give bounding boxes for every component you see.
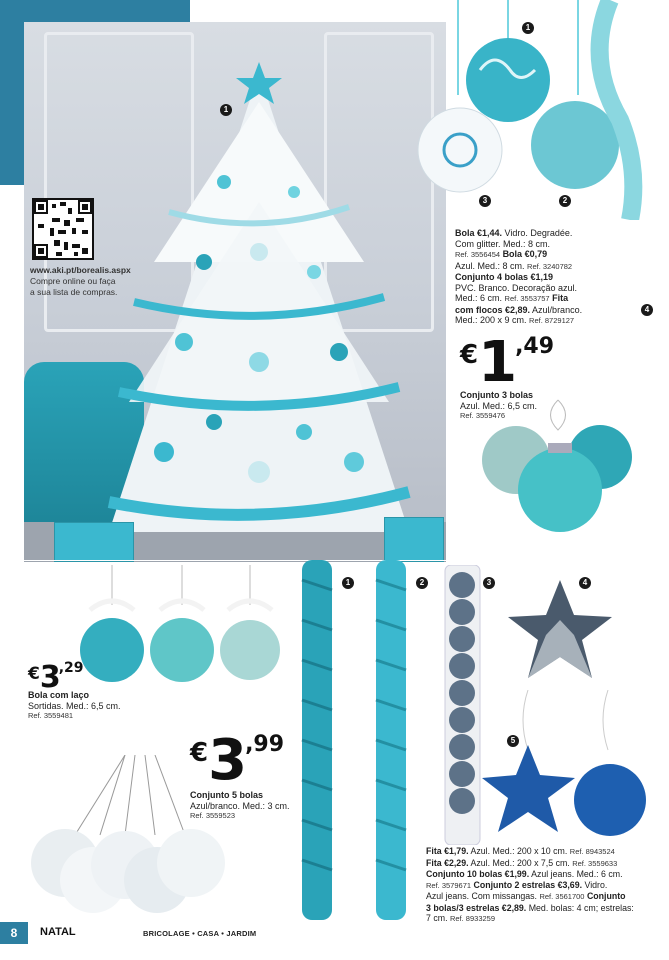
section2-text: Fita €1,79. Azul. Med.: 200 x 10 cm. Ref. 8943524 Fita €2,29. Azul. Med.: 200 x 7,5 cm. Ref. 3559633 Conjunto 10 bolas €1,99. Azul jeans. Med.: 6 cm. Ref. 3579671 Conjunto 2 estrelas €3,69. Vidro. Azul jeans. Com missangas. Ref. 3561700 Conjunto 3 bolas/3 estrelas €2,89. Med. bolas: 4 cm; estrelas: 7 cm. Ref. 8933259 [426, 846, 634, 923]
section1-text: Bola €1,44. Vidro. Degradée. Com glitter. Med.: 8 cm. Ref. 3556454 Bola €0,79 Azul. Med.: 8 cm. Ref. 3240782 Conjunto 4 bolas €1,19 PVC. Branco. Decoração azul. Med.: 6 cm. Ref. 3553757 Fita com flocos €2,89. Azul/branco. Med.: 200 x 9 cm. Ref. 8729127 [455, 228, 583, 325]
deal3-balls-image [25, 755, 235, 920]
qr-code[interactable] [32, 198, 94, 260]
badge-4: 4 [641, 304, 653, 316]
promo-text [30, 265, 160, 298]
deal1-balls-image [478, 395, 638, 535]
badge-5: 5 [507, 735, 519, 747]
badge-4b: 4 [579, 577, 591, 589]
deal1-price: €1,49 [460, 330, 555, 395]
deal2-caption: Bola com laço Sortidas. Med.: 6,5 cm. Ref. 3559481 [28, 690, 121, 720]
badge-tinsel1: 1 [342, 577, 354, 589]
badge-3b: 3 [483, 577, 495, 589]
deal2-price: €3,29 [28, 660, 84, 695]
ornaments-image [410, 0, 669, 220]
blue-star-ball-image [480, 690, 660, 840]
page-number: 8 [0, 922, 28, 944]
promo-line1: Compre online ou faça [30, 276, 116, 286]
star-ornament-image [500, 575, 620, 685]
footer-section: NATAL [40, 926, 76, 938]
badge-3: 3 [479, 195, 491, 207]
footer-brand: BRICOLAGE • CASA • JARDIM [143, 929, 257, 938]
badge-2: 2 [559, 195, 571, 207]
promo-url[interactable]: www.aki.pt/borealis.aspx [30, 265, 131, 275]
deal3-caption: Conjunto 5 bolas Azul/branco. Med.: 3 cm. Ref. 3559523 [190, 790, 290, 820]
deal2-balls-image [60, 565, 290, 690]
deal1-caption: Conjunto 3 bolas Azul. Med.: 6,5 cm. Ref. 3559476 [460, 390, 538, 420]
promo-line2: a sua lista de compras. [30, 287, 118, 297]
badge-1: 1 [522, 22, 534, 34]
deal3-price: €3,99 [190, 728, 285, 793]
badge-tinsel2: 2 [416, 577, 428, 589]
christmas-tree-image [94, 62, 424, 542]
badge-tree: 1 [220, 104, 232, 116]
jeans-balls-image [440, 565, 485, 845]
tinsel-image [290, 560, 440, 920]
